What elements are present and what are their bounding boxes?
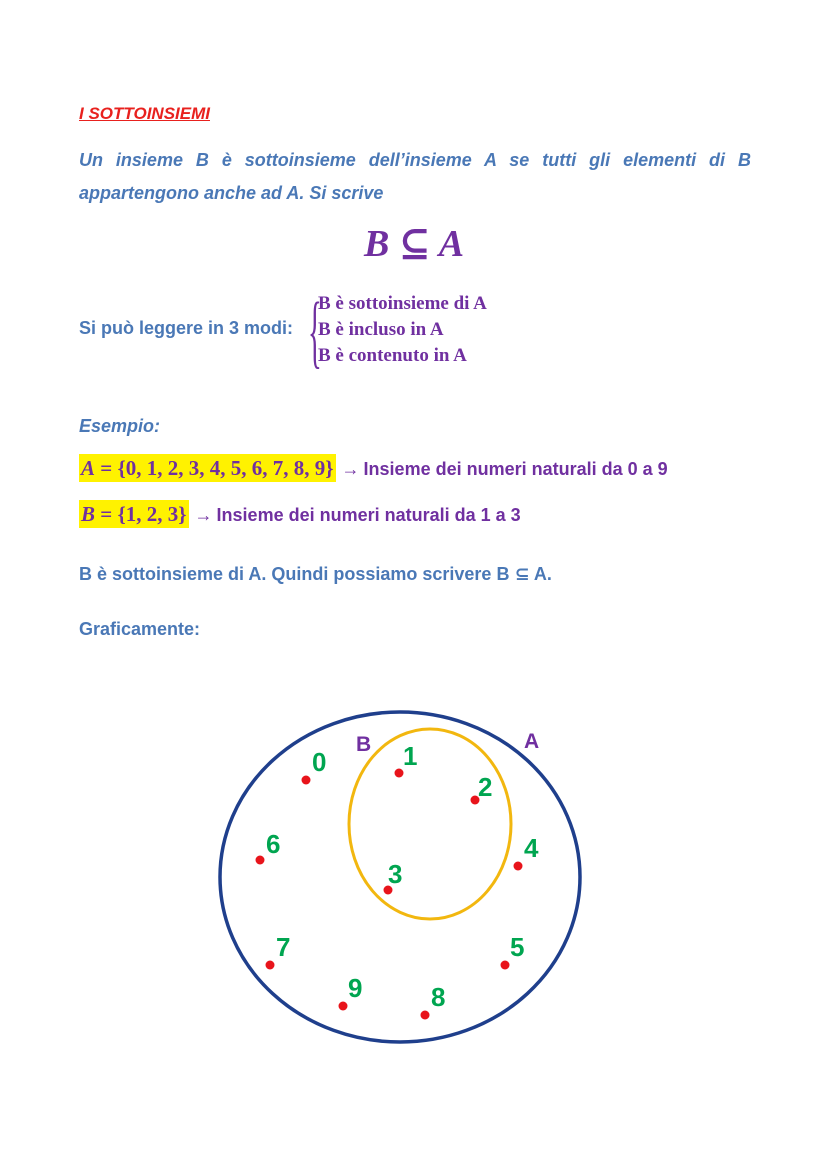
- reading-item: B è sottoinsieme di A: [318, 293, 487, 314]
- definition-text: Un insieme B è sottoinsieme dell’insieme A se tutti gli elementi di B appartengono anche ad A. Si scrive: [79, 150, 751, 203]
- readings-label: Si può leggere in 3 modi:: [79, 318, 294, 338]
- element-dot-9: [339, 1002, 348, 1011]
- set-b-expression: B = {1, 2, 3}: [81, 502, 187, 526]
- element-label-6: 6: [266, 829, 281, 859]
- element-dot-7: [266, 961, 275, 970]
- element-label-9: 9: [348, 973, 363, 1003]
- element-label-8: 8: [431, 982, 446, 1012]
- curly-brace: {: [308, 285, 322, 376]
- element-label-4: 4: [524, 833, 539, 863]
- set-a-label: A: [524, 730, 540, 753]
- reading-item: B è incluso in A: [318, 319, 444, 340]
- element-label-7: 7: [276, 932, 291, 962]
- element-label-3: 3: [388, 859, 403, 889]
- set-b-label: B: [356, 733, 372, 756]
- subset-formula: B ⊆ A: [363, 223, 465, 265]
- element-dot-8: [421, 1011, 430, 1020]
- element-label-5: 5: [510, 932, 525, 962]
- element-label-0: 0: [312, 747, 327, 777]
- arrow-icon: →: [341, 459, 360, 479]
- set-a-description: Insieme dei numeri naturali da 0 a 9: [363, 459, 668, 479]
- set-b-description: Insieme dei numeri naturali da 1 a 3: [216, 505, 521, 525]
- graphic-label: Graficamente:: [79, 619, 201, 639]
- element-dot-0: [302, 776, 311, 785]
- element-label-1: 1: [403, 741, 418, 771]
- conclusion-text: B è sottoinsieme di A. Quindi possiamo scrivere B ⊆ A.: [79, 564, 552, 584]
- arrow-icon: →: [194, 505, 213, 525]
- example-heading: Esempio:: [79, 416, 161, 436]
- set-b-ellipse: [349, 729, 511, 919]
- element-label-2: 2: [478, 772, 493, 802]
- reading-item: B è contenuto in A: [318, 345, 467, 366]
- element-dot-4: [514, 862, 523, 871]
- set-a-expression: A = {0, 1, 2, 3, 4, 5, 6, 7, 8, 9}: [81, 456, 334, 480]
- element-dot-6: [256, 856, 265, 865]
- page-title: I SOTTOINSIEMI: [79, 104, 210, 123]
- element-dot-5: [501, 961, 510, 970]
